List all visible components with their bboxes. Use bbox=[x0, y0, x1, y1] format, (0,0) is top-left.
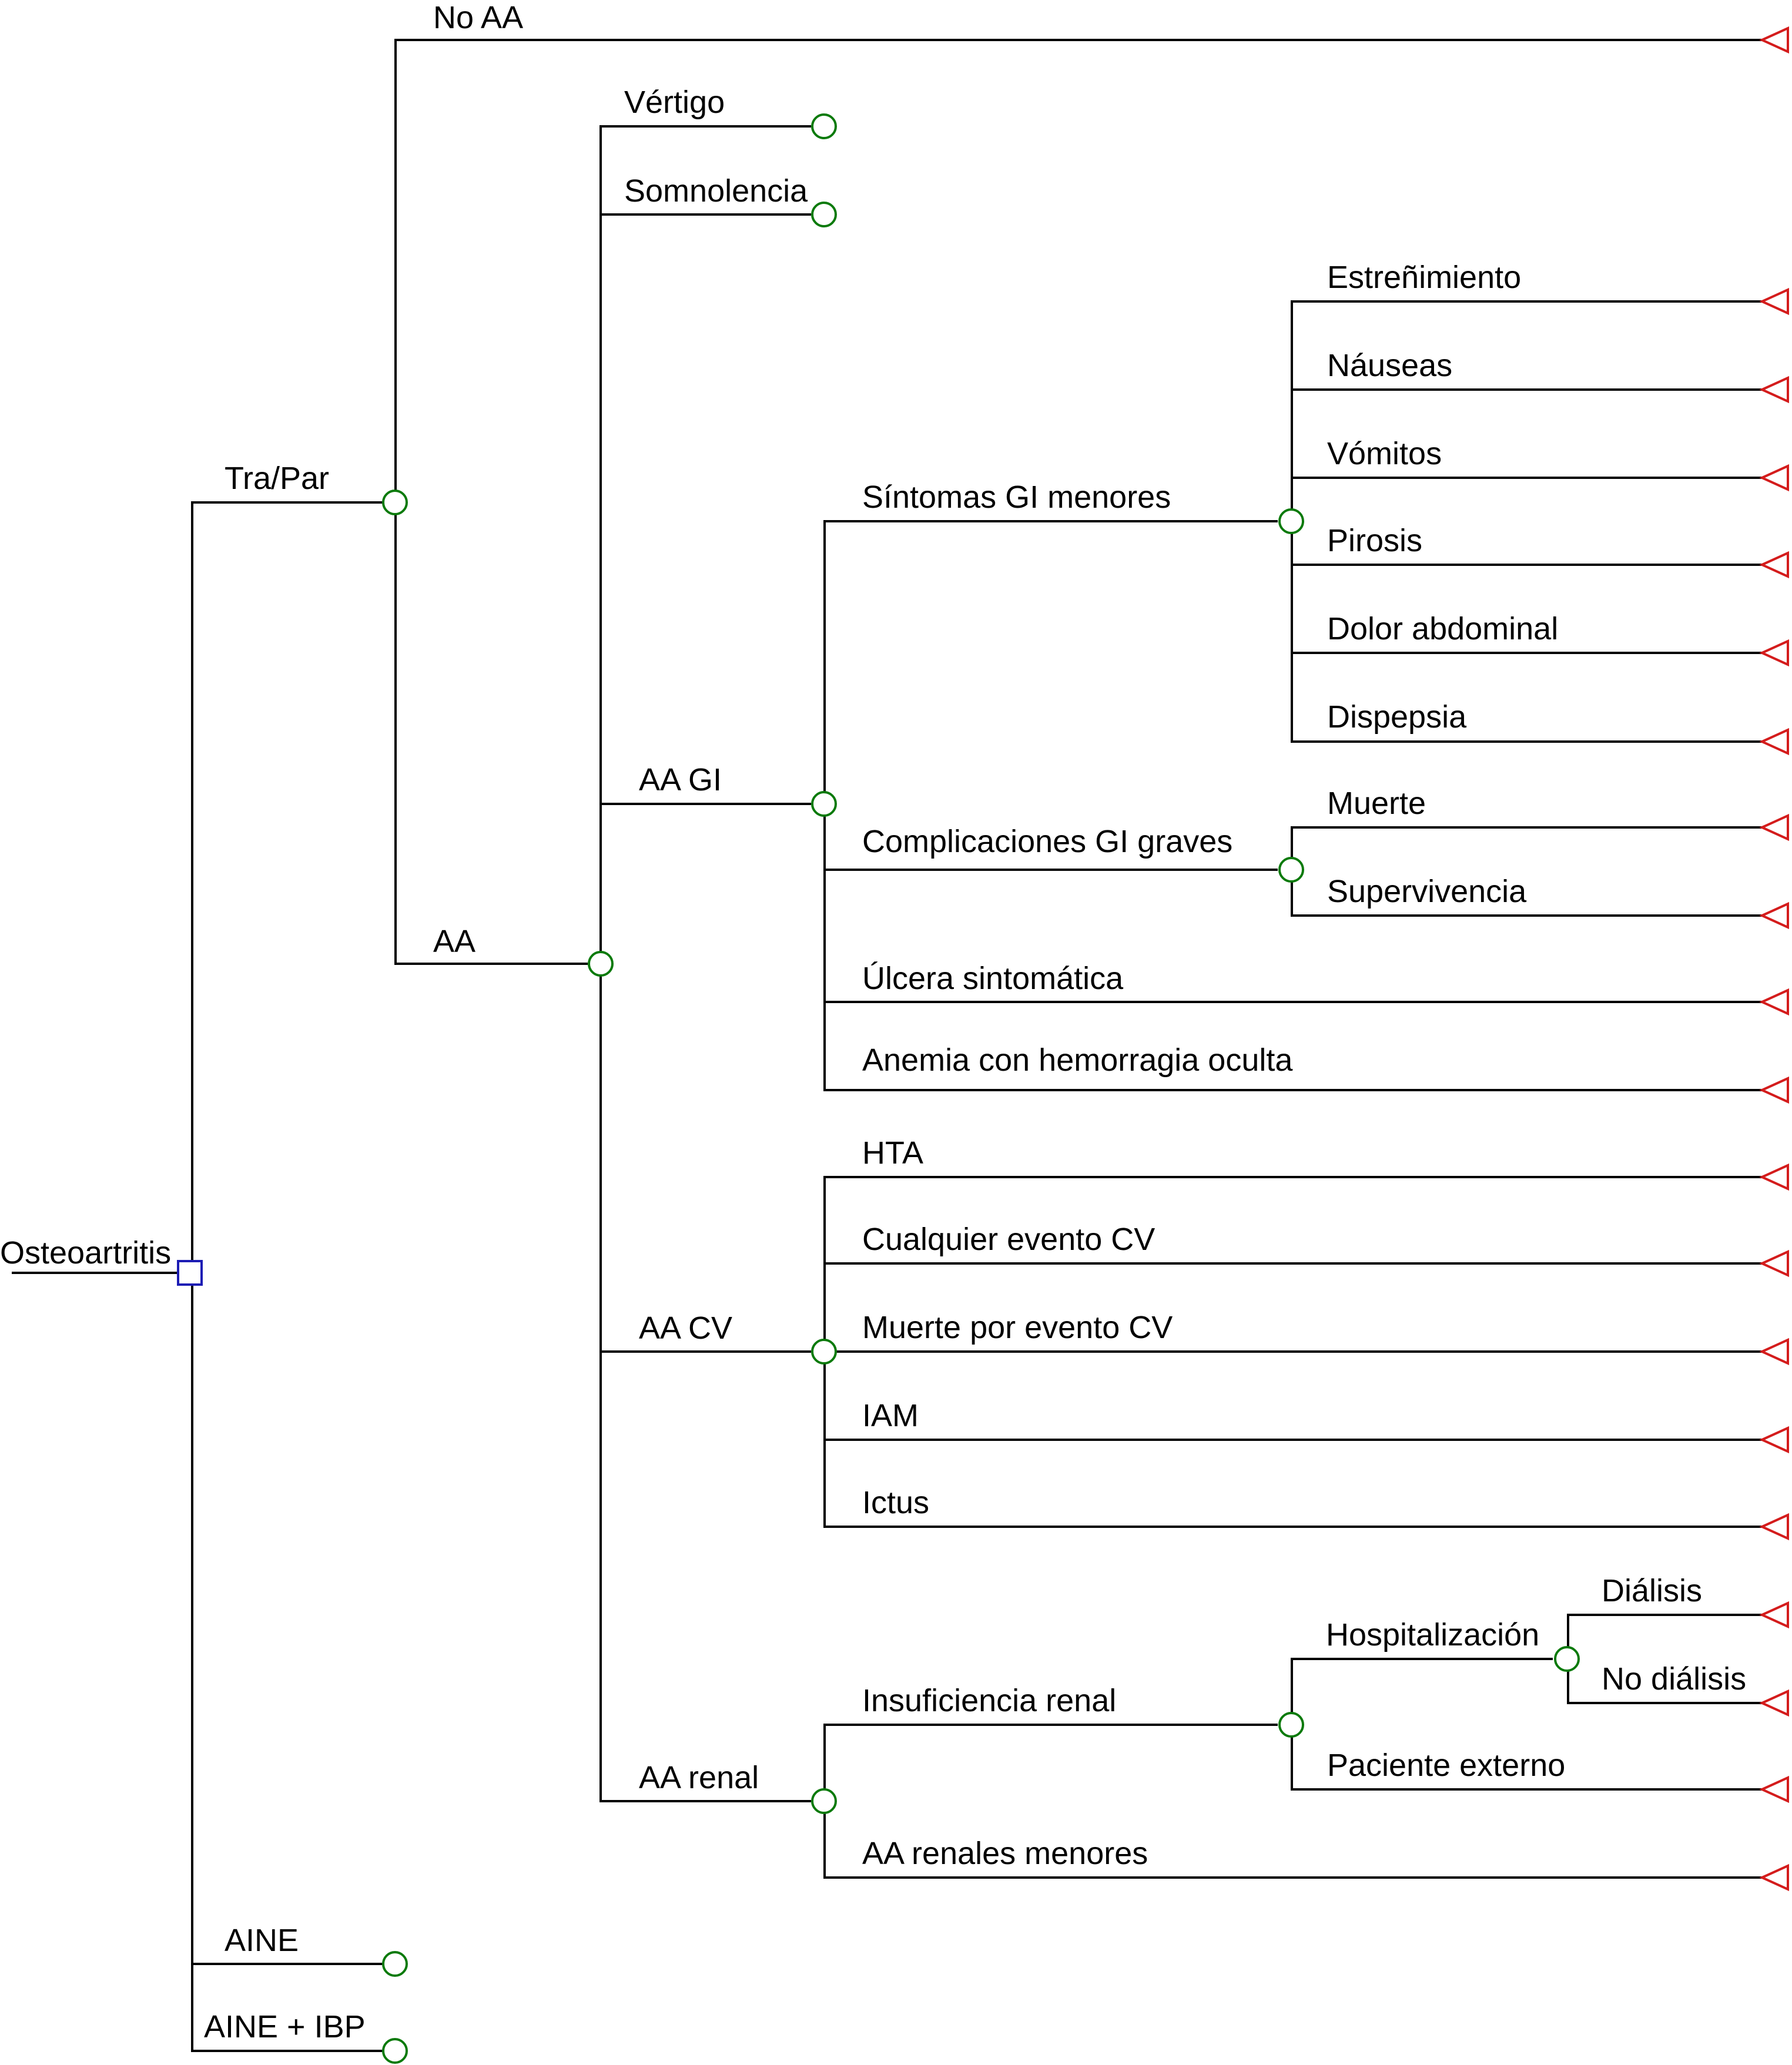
label-pirosis: Pirosis bbox=[1327, 523, 1423, 558]
label-dialisis: Diálisis bbox=[1602, 1573, 1703, 1608]
chance-node-vertigo bbox=[812, 115, 836, 138]
chance-node-aine bbox=[383, 1952, 407, 1976]
label-aa: AA bbox=[433, 924, 476, 959]
terminal-node-ulcera bbox=[1762, 990, 1788, 1014]
label-vertigo: Vértigo bbox=[624, 85, 725, 120]
label-aine-ibp: AINE + IBP bbox=[204, 2009, 366, 2044]
label-hta: HTA bbox=[862, 1135, 923, 1171]
terminal-node-no-dialisis bbox=[1762, 1691, 1788, 1715]
chance-node-insuficiencia bbox=[1279, 1713, 1303, 1737]
label-menores: AA renales menores bbox=[862, 1836, 1148, 1871]
label-aine: AINE bbox=[225, 1923, 299, 1958]
terminal-node-no-aa bbox=[1762, 28, 1788, 52]
label-complicaciones: Complicaciones GI graves bbox=[862, 824, 1233, 859]
terminal-node-muerte bbox=[1762, 816, 1788, 839]
terminal-node-anemia bbox=[1762, 1078, 1788, 1102]
terminal-node-estrenimiento bbox=[1762, 290, 1788, 313]
chance-node-aa-cv bbox=[812, 1340, 836, 1363]
terminal-node-ictus bbox=[1762, 1515, 1788, 1538]
chance-node-aa bbox=[589, 952, 612, 975]
chance-node-aa-gi bbox=[812, 792, 836, 816]
label-supervivencia: Supervivencia bbox=[1327, 874, 1527, 909]
label-aa-renal: AA renal bbox=[639, 1760, 759, 1795]
terminal-node-nauseas bbox=[1762, 378, 1788, 401]
label-iam: IAM bbox=[862, 1398, 919, 1433]
terminal-node-externo bbox=[1762, 1778, 1788, 1801]
label-ulcera: Úlcera sintomática bbox=[862, 961, 1124, 996]
chance-node-trapar bbox=[383, 491, 407, 514]
label-estrenimiento: Estreñimiento bbox=[1327, 260, 1522, 295]
terminal-node-cualquier bbox=[1762, 1252, 1788, 1275]
label-somnolencia: Somnolencia bbox=[624, 173, 808, 209]
chance-node-complicaciones bbox=[1279, 858, 1303, 881]
label-insuficiencia: Insuficiencia renal bbox=[862, 1683, 1117, 1718]
terminal-node-vomitos bbox=[1762, 466, 1788, 490]
terminal-node-dispepsia bbox=[1762, 730, 1788, 753]
terminal-node-pirosis bbox=[1762, 553, 1788, 576]
chance-node-aine-ibp bbox=[383, 2039, 407, 2063]
label-hospitalizacion: Hospitalización bbox=[1326, 1617, 1540, 1652]
label-muerte-cv: Muerte por evento CV bbox=[862, 1310, 1173, 1345]
label-externo: Paciente externo bbox=[1327, 1748, 1566, 1783]
label-cualquier: Cualquier evento CV bbox=[862, 1222, 1155, 1257]
terminal-node-hta bbox=[1762, 1165, 1788, 1189]
label-dolor: Dolor abdominal bbox=[1327, 611, 1559, 646]
label-trapar: Tra/Par bbox=[225, 461, 330, 496]
label-no-aa: No AA bbox=[433, 0, 524, 35]
terminal-node-muerte-cv bbox=[1762, 1340, 1788, 1363]
terminal-node-iam bbox=[1762, 1428, 1788, 1451]
label-ictus: Ictus bbox=[862, 1485, 930, 1520]
chance-node-somnolencia bbox=[812, 203, 836, 226]
chance-node-aa-renal bbox=[812, 1789, 836, 1813]
terminal-node-supervivencia bbox=[1762, 904, 1788, 927]
label-aa-cv: AA CV bbox=[639, 1310, 733, 1346]
label-muerte: Muerte bbox=[1327, 786, 1426, 821]
terminal-node-dolor bbox=[1762, 641, 1788, 665]
label-anemia: Anemia con hemorragia oculta bbox=[862, 1042, 1293, 1078]
label-root: Osteoartritis bbox=[0, 1235, 172, 1270]
label-dispepsia: Dispepsia bbox=[1327, 699, 1467, 735]
terminal-node-dialisis bbox=[1762, 1603, 1788, 1627]
decision-node bbox=[178, 1261, 202, 1285]
label-vomitos: Vómitos bbox=[1327, 436, 1442, 471]
terminal-node-menores bbox=[1762, 1866, 1788, 1889]
label-sintomas: Síntomas GI menores bbox=[862, 480, 1171, 515]
label-aa-gi: AA GI bbox=[639, 762, 722, 797]
chance-node-hospitalizacion bbox=[1555, 1647, 1579, 1671]
chance-node-sintomas bbox=[1279, 509, 1303, 533]
label-nauseas: Náuseas bbox=[1327, 348, 1453, 383]
label-no-dialisis: No diálisis bbox=[1602, 1661, 1747, 1697]
